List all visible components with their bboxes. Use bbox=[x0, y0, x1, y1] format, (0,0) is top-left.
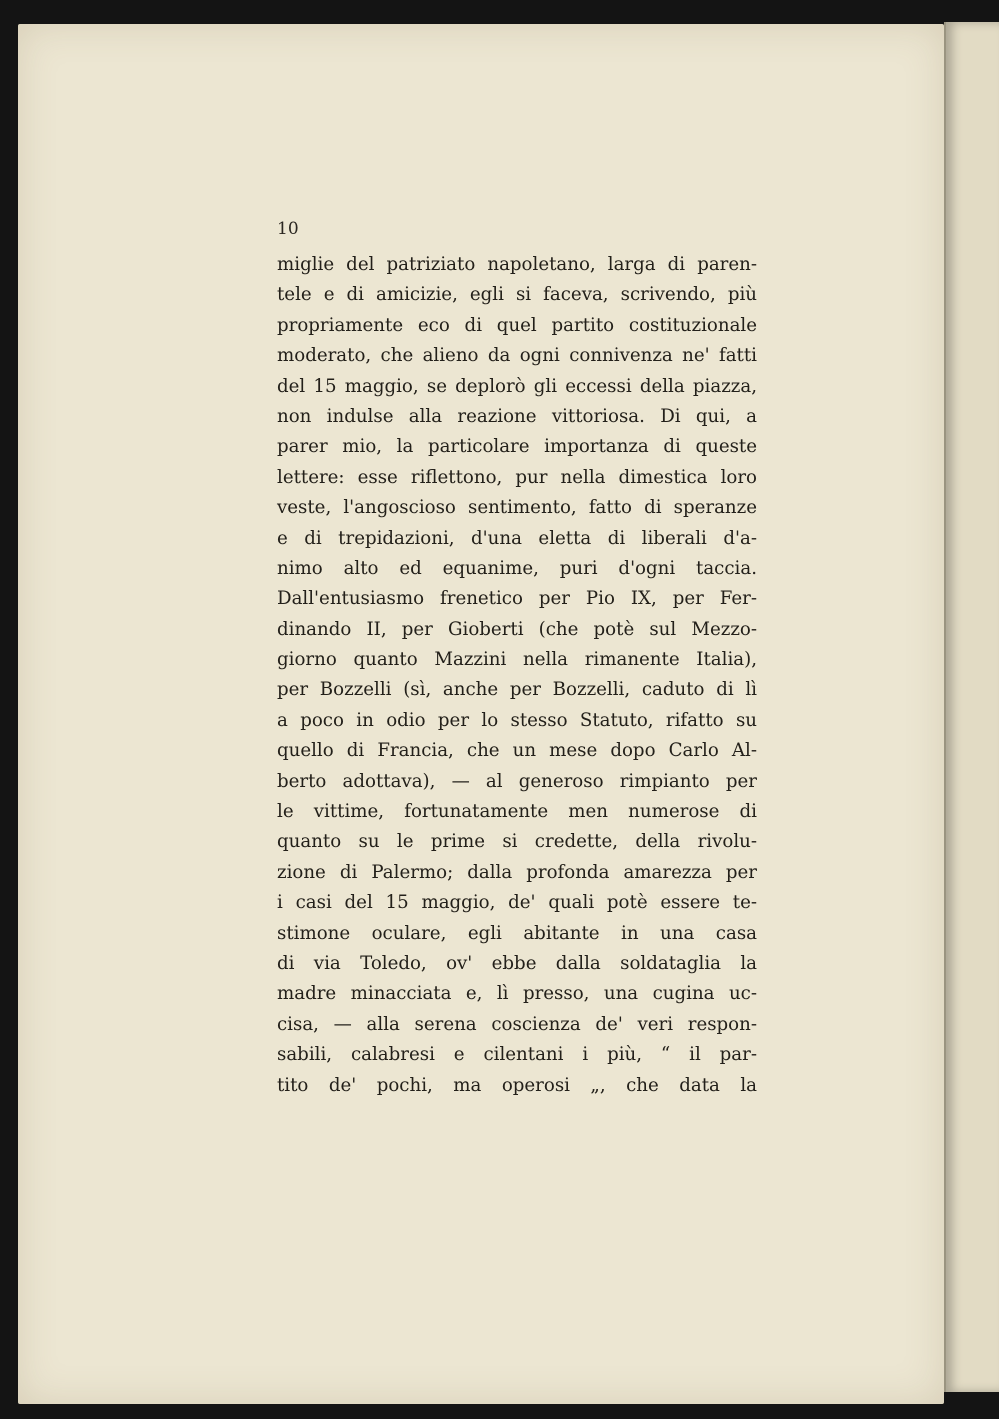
text-line: tele e di amicizie, egli si faceva, scrivendo, più bbox=[277, 284, 757, 306]
text-line: i casi del 15 maggio, de' quali potè essere te- bbox=[277, 892, 757, 914]
text-line: di via Toledo, ov' ebbe dalla soldataglia la bbox=[277, 952, 757, 974]
text-line: e di trepidazioni, d'una eletta di liberali d'a- bbox=[277, 527, 757, 549]
text-line: quanto su le prime si credette, della rivolu- bbox=[277, 831, 757, 853]
text-line: a poco in odio per lo stesso Statuto, rifatto su bbox=[277, 709, 757, 731]
next-page-edge bbox=[944, 22, 999, 1392]
text-line: per Bozzelli (sì, anche per Bozzelli, caduto di lì bbox=[277, 679, 757, 701]
text-line: nimo alto ed equanime, puri d'ogni taccia. bbox=[277, 557, 757, 579]
text-line: quello di Francia, che un mese dopo Carlo Al- bbox=[277, 740, 757, 762]
text-line: sabili, calabresi e cilentani i più, “ il par- bbox=[277, 1044, 757, 1066]
text-line: zione di Palermo; dalla profonda amarezza per bbox=[277, 861, 757, 883]
text-line: tito de' pochi, ma operosi „, che data la bbox=[277, 1074, 757, 1096]
text-line: non indulse alla reazione vittoriosa. Di qui, a bbox=[277, 405, 757, 427]
text-line: Dall'entusiasmo frenetico per Pio IX, per Fer- bbox=[277, 588, 757, 610]
text-line: parer mio, la particolare importanza di queste bbox=[277, 436, 757, 458]
text-line: propriamente eco di quel partito costituzionale bbox=[277, 314, 757, 336]
page-number: 10 bbox=[277, 219, 299, 239]
text-line: le vittime, fortunatamente men numerose di bbox=[277, 801, 757, 823]
text-line: miglie del patriziato napoletano, larga di paren- bbox=[277, 254, 757, 275]
text-line: dinando II, per Gioberti (che potè sul Mezzo- bbox=[277, 618, 757, 640]
text-line: del 15 maggio, se deplorò gli eccessi della piazza, bbox=[277, 375, 757, 397]
text-line: giorno quanto Mazzini nella rimanente Italia), bbox=[277, 649, 757, 671]
text-line: berto adottava), — al generoso rimpianto per bbox=[277, 770, 757, 792]
body-text bbox=[277, 250, 757, 1101]
text-line: stimone oculare, egli abitante in una casa bbox=[277, 922, 757, 944]
text-line: moderato, che alieno da ogni connivenza ne' fatti bbox=[277, 345, 757, 367]
text-line: cisa, — alla serena coscienza de' veri respon- bbox=[277, 1013, 757, 1035]
text-line: madre minacciata e, lì presso, una cugina uc- bbox=[277, 983, 757, 1005]
text-line: lettere: esse riflettono, pur nella dimestica loro bbox=[277, 466, 757, 488]
text-line: veste, l'angoscioso sentimento, fatto di speranze bbox=[277, 497, 757, 519]
